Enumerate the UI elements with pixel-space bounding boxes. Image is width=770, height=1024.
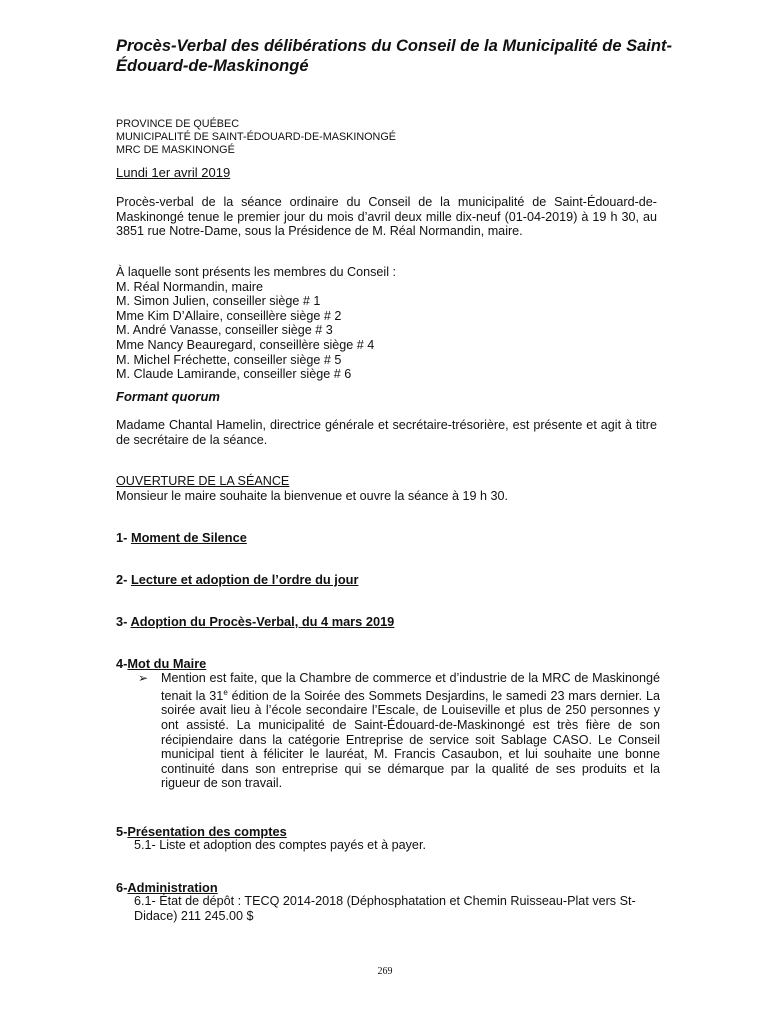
- bullet-text-start: Mention est faite, que la Chambre de commerce et d’industrie de la MRC de Maskinongé tenait la 31: [161, 671, 660, 703]
- header-municipality: MUNICIPALITÉ DE SAINT-ÉDOUARD-DE-MASKINONGÉ: [116, 131, 396, 143]
- section-6-item: 6.1- État de dépôt : TECQ 2014-2018 (Déphosphatation et Chemin Ruisseau-Plat vers St-Didace) 211 245.00 $: [134, 894, 636, 923]
- section-1-heading: [116, 530, 247, 545]
- intro-paragraph: Procès-verbal de la séance ordinaire du Conseil de la municipalité de Saint-Édouard-de-Maskinongé tenue le premier jour du mois d’avril deux mille dix-neuf (01-04-2019) à 19 h 30, au 3851 rue Notre-Dame, sous la Présidence de M. Réal Normandin, maire.: [116, 195, 657, 239]
- members-list: [116, 265, 396, 382]
- section-title: Adoption du Procès-Verbal, du 4 mars 2019: [130, 614, 395, 629]
- member-item: M. Claude Lamirande, conseiller siège # 6: [116, 367, 352, 382]
- section-title: Moment de Silence: [130, 530, 247, 545]
- secretary-paragraph: Madame Chantal Hamelin, directrice générale et secrétaire-trésorière, est présente et agit à titre de secrétaire de la séance.: [116, 418, 657, 447]
- meeting-date: Lundi 1er avril 2019: [116, 165, 231, 180]
- arrow-bullet-icon: ➢: [138, 671, 149, 685]
- document-title: Procès-Verbal des délibérations du Conseil de la Municipalité de Saint-Édouard-de-Maskinongé: [116, 37, 672, 75]
- section-number: 2-: [116, 572, 131, 587]
- section-6-heading: [116, 880, 218, 895]
- member-item: M. Michel Fréchette, conseiller siège # 5: [116, 352, 342, 367]
- opening-heading: OUVERTURE DE LA SÉANCE: [116, 474, 290, 488]
- page-number: 269: [377, 966, 393, 977]
- member-item: M. Simon Julien, conseiller siège # 1: [116, 294, 321, 309]
- member-item: M. Réal Normandin, maire: [116, 279, 263, 294]
- section-number: 4-: [116, 656, 128, 671]
- section-title: Lecture et adoption de l’ordre du jour: [130, 572, 359, 587]
- members-intro: À laquelle sont présents les membres du Conseil :: [116, 265, 397, 279]
- section-title: Mot du Maire: [127, 656, 207, 671]
- section-title: Présentation des comptes: [127, 824, 287, 839]
- section-title: Administration: [127, 880, 218, 895]
- member-item: M. André Vanasse, conseiller siège # 3: [116, 323, 333, 338]
- bullet-text-end: édition de la Soirée des Sommets Desjardins, le samedi 23 mars dernier. La soirée avait lieu à l’école secondaire l’Escale, de Louiseville et plus de 250 personnes y ont assisté. La municipalité de Saint-Édouard-de-Maskinongé est très fière de son récipiendaire dans la catégorie Entreprise de service soit Sablage CASO. Le Conseil municipal tient à féliciter le lauréat, M. Francis Casaubon, et lui souhaite une bonne continuité dans son entreprise qui se démarque par la qualité de ses produits et la rigueur de son travail.: [161, 688, 660, 791]
- section-number: 6-: [116, 880, 128, 895]
- section-5-heading: [116, 824, 287, 839]
- section-5-item: 5.1- Liste et adoption des comptes payés et à payer.: [134, 838, 426, 852]
- member-item: Mme Nancy Beauregard, conseillère siège # 4: [116, 337, 375, 352]
- header-mrc: MRC DE MASKINONGÉ: [116, 144, 235, 156]
- document-header: [116, 118, 396, 157]
- section-number: 5-: [116, 824, 128, 839]
- section-3-heading: [116, 614, 394, 629]
- opening-text: Monsieur le maire souhaite la bienvenue et ouvre la séance à 19 h 30.: [116, 488, 509, 503]
- ordinal-suffix: e: [223, 687, 228, 697]
- section-number: 1-: [116, 530, 131, 545]
- bullet-text: [161, 671, 660, 791]
- header-province: PROVINCE DE QUÉBEC: [116, 118, 239, 130]
- section-4-heading: [116, 656, 206, 671]
- opening-section: [116, 474, 508, 503]
- section-2-heading: [116, 572, 358, 587]
- member-item: Mme Kim D’Allaire, conseillère siège # 2: [116, 308, 342, 323]
- quorum-label: Formant quorum: [116, 389, 220, 404]
- section-number: 3-: [116, 614, 131, 629]
